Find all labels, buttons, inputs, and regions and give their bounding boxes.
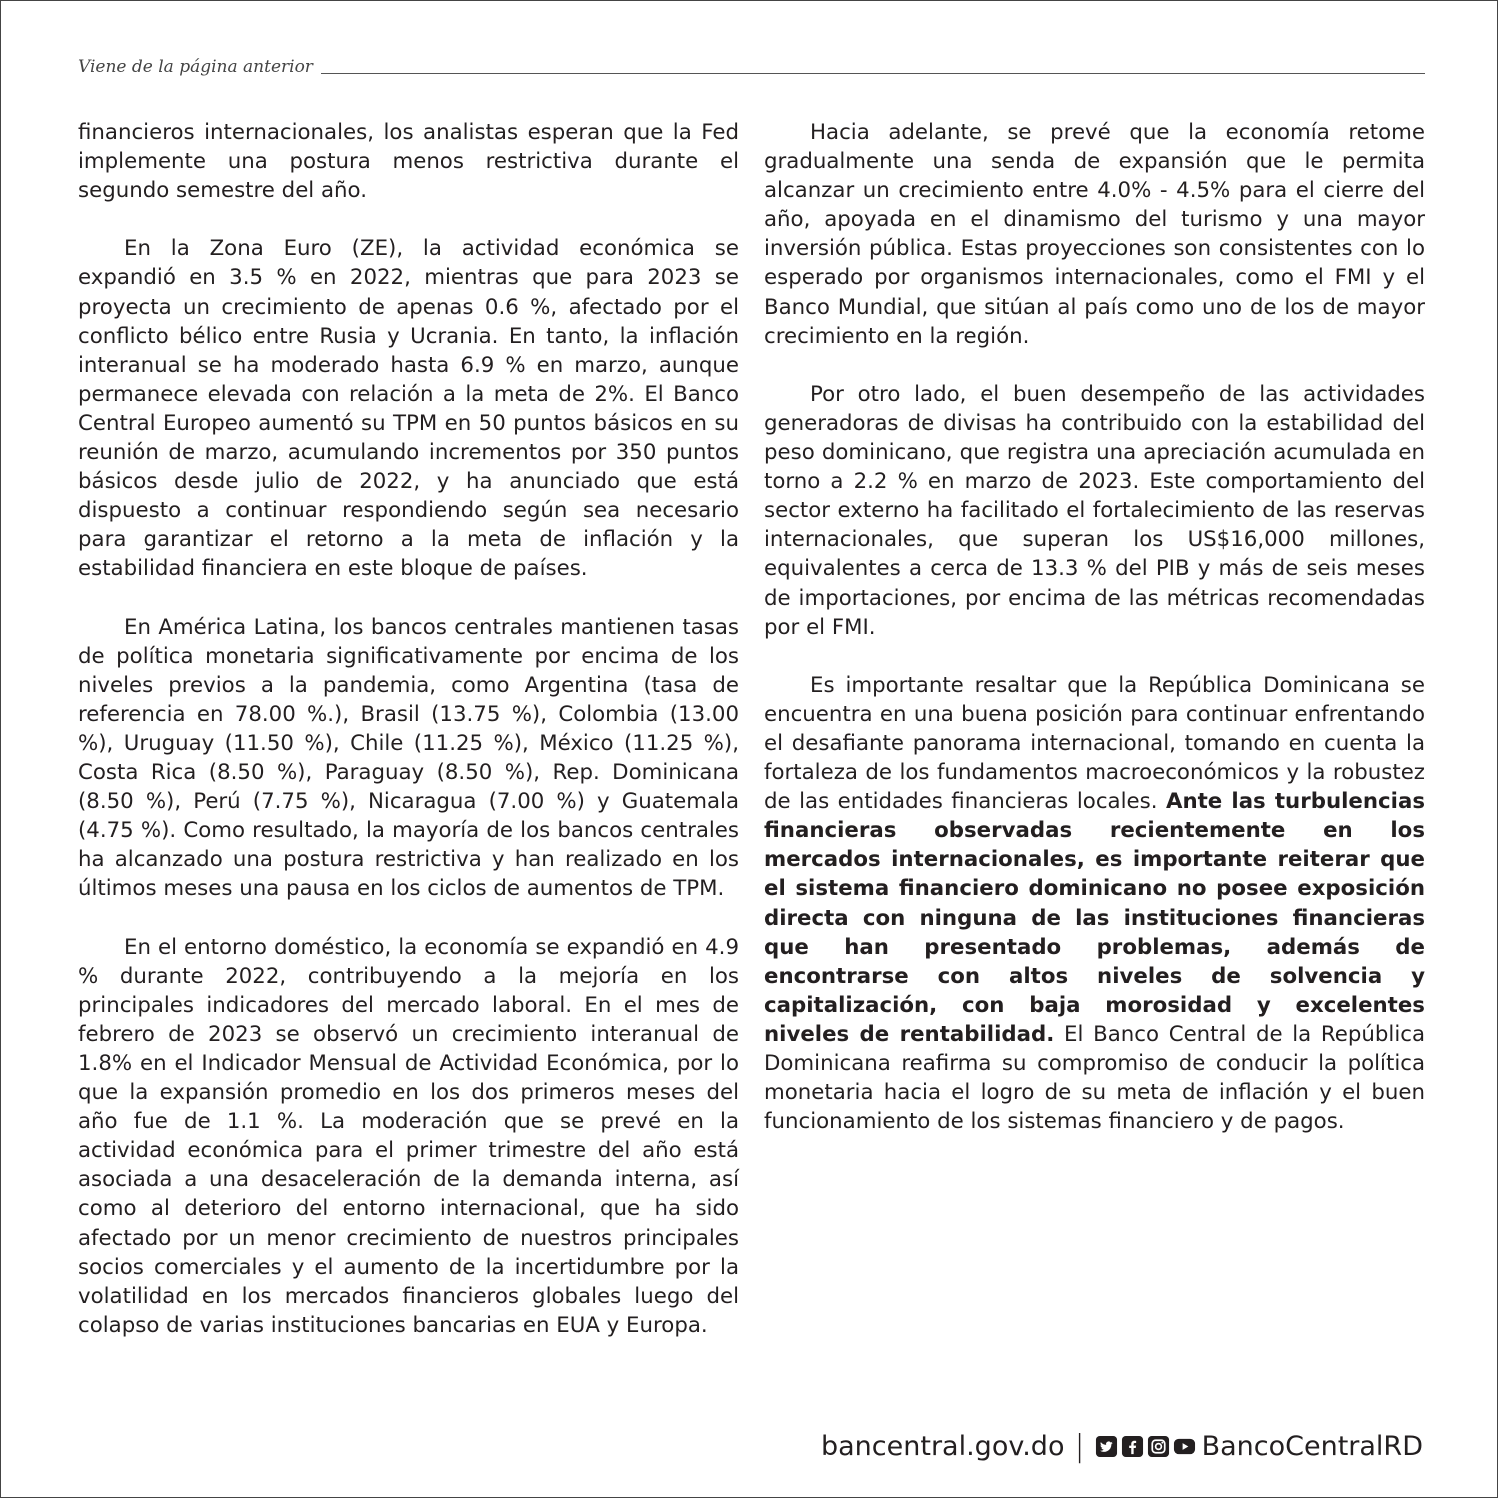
instagram-icon[interactable] [1147, 1435, 1170, 1458]
footer [821, 1426, 1423, 1466]
continued-label: Viene de la página anterior [78, 57, 313, 77]
paragraph: Hacia adelante, se prevé que la economía retome gradualmente una senda de expansión que le permita alcanzar un crecimiento entre 4.0% - 4.5% para el cierre del año, apoyada en el dinamismo del turismo y una mayor inversión pública. Estas proyecciones son consistentes con lo esperado por organismos internacionales, como el FMI y el Banco Mundial, que sitúan al país como uno de los de mayor crecimiento en la región. [764, 120, 1425, 349]
paragraph: Por otro lado, el buen desempeño de las actividades generadoras de divisas ha contribuido con la estabilidad del peso dominicano, que registra una apreciación acumulada en torno a 2.2 % en marzo de 2023. Este comportamiento del sector externo ha facilitado el fortalecimiento de las reservas internacionales, que superan los US$16,000 millones, equivalentes a cerca de 13.3 % del PIB y más de seis meses de importaciones, por encima de las métricas recomendadas por el FMI. [764, 381, 1425, 640]
paragraph-text: El Banco Central de la República Dominicana reafirma su compromiso de conducir la política monetaria hacia el logro de su meta de inflación y el buen funcionamiento de los sistemas financiero y de pagos. [764, 1021, 1426, 1135]
twitter-icon[interactable] [1095, 1435, 1118, 1458]
right-column [764, 118, 1425, 1165]
social-icons [1095, 1435, 1196, 1458]
footer-separator: | [1074, 1428, 1085, 1464]
bold-statement: Ante las turbulencias financieras observadas recientemente en los mercados internacionales, es importante reiterar que el sistema financiero dominicano no posee exposición directa con ninguna de las instituciones financieras que han presentado problemas, además de encontrarse con altos niveles de solvencia y capitalización, con baja morosidad y excelentes niveles de rentabilidad. [764, 789, 1425, 1047]
website-link[interactable]: bancentral.gov.do [821, 1430, 1065, 1462]
paragraph: En América Latina, los bancos centrales mantienen tasas de política monetaria significativamente por encima de los niveles previos a la pandemia, como Argentina (tasa de referencia en 78.00 %.), Brasil (13.75 %), Colombia (13.00 %), Uruguay (11.50 %), Chile (11.25 %), México (11.25 %), Costa Rica (8.50 %), Paraguay (8.50 %), Rep. Dominicana (8.50 %), Perú (7.75 %), Nicaragua (7.00 %) y Guatemala (4.75 %). Como resultado, la mayoría de los bancos centrales ha alcanzado una postura restrictiva y han realizado en los últimos meses una pausa en los ciclos de aumentos de TPM. [78, 614, 739, 902]
paragraph: En el entorno doméstico, la economía se expandió en 4.9 % durante 2022, contribuyendo a la mejoría en los principales indicadores del mercado laboral. En el mes de febrero de 2023 se observó un crecimiento interanual de 1.8% en el Indicador Mensual de Actividad Económica, por lo que la expansión promedio en los dos primeros meses del año fue de 1.1 %. La moderación que se prevé en la actividad económica para el primer trimestre del año está asociada a una desaceleración de la demanda interna, así como al deterioro del entorno internacional, que ha sido afectado por un menor crecimiento de nuestros principales socios comerciales y el aumento de la incertidumbre por la volatilidad en los mercados financieros globales luego del colapso de varias instituciones bancarias en EUA y Europa. [78, 934, 739, 1338]
youtube-icon[interactable] [1173, 1435, 1196, 1458]
header-rule [321, 73, 1425, 74]
paragraph [764, 671, 1425, 1137]
social-handle[interactable]: BancoCentralRD [1201, 1430, 1423, 1462]
paragraph: En la Zona Euro (ZE), la actividad económica se expandió en 3.5 % en 2022, mientras que para 2023 se proyecta un crecimiento de apenas 0.6 %, afectado por el conflicto bélico entre Rusia y Ucrania. En tanto, la inflación interanual se ha moderado hasta 6.9 % en marzo, aunque permanece elevada con relación a la meta de 2%. El Banco Central Europeo aumentó su TPM en 50 puntos básicos en su reunión de marzo, acumulando incrementos por 350 puntos básicos desde julio de 2022, y ha anunciado que está dispuesto a continuar respondiendo según sea necesario para garantizar el retorno a la meta de inflación y la estabilidad financiera en este bloque de países. [78, 236, 739, 582]
paragraph: financieros internacionales, los analistas esperan que la Fed implemente una postura menos restrictiva durante el segundo semestre del año. [78, 120, 739, 204]
paragraph-text: Es importante resaltar que la República Dominicana se encuentra en una buena posición para continuar enfrentando el desafiante panorama internacional, tomando en cuenta la fortaleza de los fundamentos macroeconómicos y la robustez de las entidades financieras locales. [764, 672, 1425, 815]
left-column [78, 118, 739, 1369]
continued-header [78, 53, 1425, 77]
facebook-icon[interactable] [1121, 1435, 1144, 1458]
